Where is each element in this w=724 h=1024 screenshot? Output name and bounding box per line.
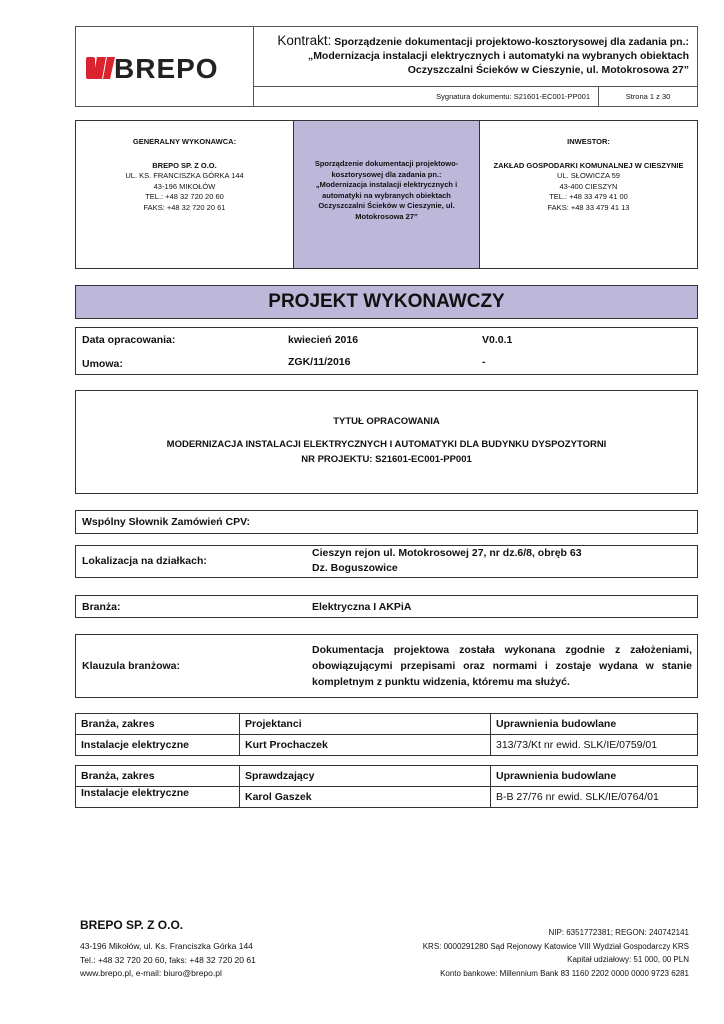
work-heading: TYTUŁ OPRACOWANIA	[333, 416, 440, 427]
inv-heading: INWESTOR:	[567, 137, 610, 146]
footer-r3: Kapitał udziałowy: 51 000, 00 PLN	[567, 955, 689, 964]
task-line-6: Motokrosowa 27”	[355, 211, 418, 221]
gc-heading: GENERALNY WYKONAWCA:	[132, 137, 237, 146]
branch-label: Branża:	[82, 601, 121, 613]
footer-r2: KRS: 0000291280 Sąd Rejonowy Katowice VIII Wydział Gospodarczy KRS	[422, 941, 689, 951]
inv-line-3: TEL.: +48 33 479 41 00	[549, 192, 628, 201]
task-box	[293, 121, 480, 268]
location-row	[75, 545, 698, 578]
cpv-label: Wspólny Słownik Zamówień CPV:	[82, 516, 251, 528]
footer-address	[80, 940, 256, 981]
contract-lead: Kontrakt:	[277, 33, 332, 48]
designers-header-name: Projektanci	[240, 714, 491, 735]
work-line-1: MODERNIZACJA INSTALACJI ELEKTRYCZNYCH I AUTOMATYKI DLA BUDYNKU DYSPOZYTORNI	[166, 439, 607, 450]
table-row	[76, 735, 698, 756]
checker-name: Karol Gaszek	[240, 787, 491, 808]
gc-line-3: TEL.: +48 32 720 20 60	[145, 192, 224, 201]
location-line-2: Dz. Boguszowice	[312, 562, 398, 574]
inv-name: ZAKŁAD GOSPODARKI KOMUNALNEJ W CIESZYNIE	[493, 160, 684, 170]
inv-line-1: UL. SŁOWICZA 59	[557, 171, 620, 180]
footer-addr-3: www.brepo.pl, e-mail: biuro@brepo.pl	[80, 968, 222, 978]
clause-label: Klauzula branżowa:	[82, 660, 181, 672]
logo-cell	[76, 27, 254, 106]
contract-line-3: Oczyszczalni Ścieków w Cieszynie, ul. Motokrosowa 27”	[407, 64, 689, 76]
dates-box	[75, 327, 698, 375]
footer-r1: NIP: 6351772381; REGON: 240742141	[548, 928, 689, 937]
page-title: PROJEKT WYKONAWCZY	[75, 285, 698, 319]
designers-table	[75, 713, 698, 756]
date-value: kwiecień 2016	[288, 334, 359, 346]
document-signature: Sygnatura dokumentu: S21601-EC001-PP001	[254, 87, 599, 106]
footer	[80, 918, 692, 988]
checkers-header-name: Sprawdzający	[240, 766, 491, 787]
location-line-1: Cieszyn rejon ul. Motokrosowej 27, nr dz.6/8, obręb 63	[312, 547, 582, 559]
gc-line-2: 43-196 MIKOŁÓW	[153, 181, 216, 191]
checkers-header-branch: Branża, zakres	[76, 766, 240, 787]
contract-value: ZGK/11/2016	[288, 356, 351, 368]
table-row	[76, 714, 698, 735]
footer-registration	[349, 926, 689, 980]
clause-row	[75, 634, 698, 698]
designer-rights: 313/73/Kt nr ewid. SLK/IE/0759/01	[491, 735, 698, 756]
checker-rights: B-B 27/76 nr ewid. SLK/IE/0764/01	[491, 787, 698, 808]
branch-value: Elektryczna I AKPiA	[312, 601, 412, 613]
task-line-3: „Modernizacja instalacji elektrycznych i	[315, 180, 458, 189]
checkers-branch: Instalacje elektryczne	[76, 787, 240, 808]
brepo-logo	[76, 27, 254, 106]
location-label: Lokalizacja na działkach:	[82, 555, 207, 567]
footer-r4: Konto bankowe: Millennium Bank 83 1160 2202 0000 0000 9723 6281	[440, 968, 689, 978]
project-number: NR PROJEKTU: S21601-EC001-PP001	[301, 454, 472, 465]
inv-line-2: 43-400 CIESZYN	[559, 181, 618, 191]
checkers-header-rights: Uprawnienia budowlane	[491, 766, 698, 787]
gc-line-4: FAKS: +48 32 720 20 61	[143, 202, 226, 212]
document-header	[75, 26, 698, 107]
parties-box	[75, 120, 698, 269]
footer-addr-2: Tel.: +48 32 720 20 60, faks: +48 32 720 20 61	[80, 954, 256, 965]
date-label: Data opracowania:	[82, 334, 176, 346]
contract-text	[254, 27, 697, 77]
task-line-5: Oczyszczalni Ścieków w Cieszynie, ul.	[318, 201, 455, 210]
contract-line-2: „Modernizacja instalacji elektrycznych i automatyki na wybranych obiektach	[307, 50, 689, 62]
contract-extra: -	[482, 356, 486, 368]
inv-line-4: FAKS: +48 33 479 41 13	[547, 202, 630, 212]
gc-line-1: UL. KS. FRANCISZKA GÓRKA 144	[125, 171, 244, 180]
designers-branch: Instalacje elektryczne	[76, 735, 240, 756]
gc-name: BREPO SP. Z O.O.	[152, 160, 217, 170]
designer-name: Kurt Prochaczek	[240, 735, 491, 756]
general-contractor	[76, 121, 293, 268]
footer-addr-1: 43-196 Mikołów, ul. Ks. Franciszka Górka 144	[80, 941, 253, 951]
contract-cell	[254, 27, 697, 87]
table-row	[76, 787, 698, 808]
checkers-table	[75, 765, 698, 808]
task-line-1: Sporządzenie dokumentacji projektowo-	[314, 159, 459, 168]
contract-line-1: Sporządzenie dokumentacji projektowo-kosztorysowej dla zadania pn.:	[334, 36, 689, 48]
branch-row	[75, 595, 698, 618]
designers-header-branch: Branża, zakres	[76, 714, 240, 735]
clause-text: Dokumentacja projektowa została wykonana zgodnie z założeniami, obowiązującymi przepisami oraz normami i zostaje wydana w stanie kompletnym z punktu widzenia, któremu ma służyć.	[312, 644, 692, 688]
cpv-row	[75, 510, 698, 534]
footer-company: BREPO SP. Z O.O.	[80, 918, 184, 932]
work-title-box	[75, 390, 698, 494]
logo-mark-icon	[86, 57, 115, 79]
page-number: Strona 1 z 30	[625, 92, 671, 101]
designers-header-rights: Uprawnienia budowlane	[491, 714, 698, 735]
contract-label: Umowa:	[82, 358, 123, 370]
task-line-4: automatyki na wybranych obiektach	[322, 190, 451, 200]
task-line-2: kosztorysowej dla zadania pn.:	[331, 169, 442, 179]
brepo-wordmark: BREPO	[114, 53, 219, 84]
table-row	[76, 766, 698, 787]
version: V0.0.1	[482, 334, 513, 346]
investor	[480, 121, 697, 268]
